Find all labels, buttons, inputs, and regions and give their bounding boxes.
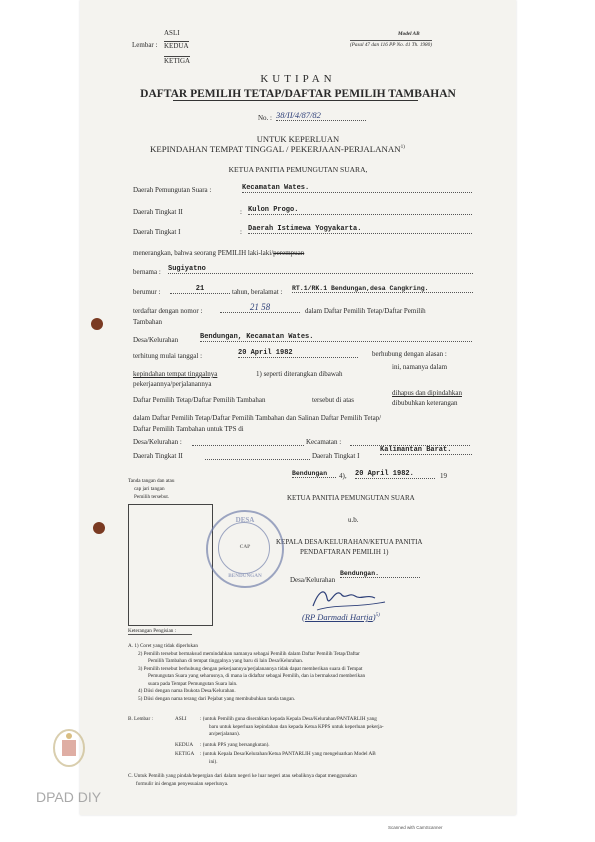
stamp-cap-text: CAP <box>239 544 251 550</box>
title-underline <box>173 100 418 101</box>
notes-b-asli-text: : (untuk Pemilih guna diserahkan kepada Kepala Desa/Kelurahan/PANTARLIH yang baru untuk keperluan kepindahan dan kepada Ketua KPPS untuk keperluan pekerja- an/perjalanan). <box>200 716 384 737</box>
ini-text: ini, namanya dalam <box>392 363 448 371</box>
daerah-pemungutan-value: Kecamatan Wates. <box>242 184 472 193</box>
binder-hole-upper <box>91 318 103 330</box>
signer-name: (RP Darmadi Hartja)$^{5)}$ <box>302 612 380 622</box>
notes-b-asli: ASLI <box>175 716 187 722</box>
desa-label: Desa/Kelurahan <box>133 336 179 344</box>
kutipan-title: KUTIPAN <box>260 73 336 85</box>
tingkat1-label: Daerah Tingkat I <box>133 228 181 236</box>
umur-value: 21 <box>170 285 230 294</box>
ketua-sign-label: KETUA PANITIA PEMUNGUTAN SUARA <box>287 494 415 502</box>
no-value: 38/II/4/87/82 <box>276 110 366 121</box>
dalam-daftar-text: dalam Daftar Pemilih Tetap/Daftar Pemilih <box>305 307 426 315</box>
document-page: ASLI Lembar : KEDUA KETIGA Model AB (Pasal 47 dan 116 PP No. 41 Th. 1980) KUTIPAN DAFTAR PEMILIH TETAP/DAFTAR PEMILIH TAMBAHAN No. : 38/II/4/87/82 UNTUK KEPERLUAN KEPINDAHAN TEMPAT TINGGAL / PEKERJAAN-PERJALANAN$^{1)}$ KETUA PANITIA PEMUNGUTAN SUARA, Daerah Pemungutan Suara : Kecamatan Wates. Daerah Tingkat II : Kulon Progo. Daerah Tingkat I : Daerah Istimewa Yogyakarta. menerangkan, bahwa seorang PEMILIH laki-laki/perempuan bernama : Sugiyatno berumur : 21 tahun, beralamat : RT.1/RK.1 Bendungan,desa Cangkring. terdaftar dengan nomor : 21 58 dalam Daftar Pemilih Tetap/Daftar Pemilih Tambahan Desa/Kelurahan Bendungan, Kecamatan Wates. terhitung mulai tanggal : 20 April 1982 berhubung dengan alasan : kepindahan tempat tinggalnya 1) seperti diterangkan dibawah ini, namanya dalam pekerjaannya/perjalanannya Daftar Pemilih Tetap/Daftar Pemilih Tambahan tersebut di atas dihapus dan dipindahkan dibubuhkan keterangan dalam Daftar Pemilih Tetap/Daftar Pemilih Tambahan dan Salinan Daftar Pemilih Tetap/ Daftar Pemilih Tambahan untuk TPS di Desa/Kelurahan : Kecamatan : Daerah Tingkat II Daerah Tingkat I Kalimantan Barat. Bendungan 4), 20 April 1982. 19 Tanda tangan dan atau cap jari tangan Pemilih tersebut. KETUA PANITIA PEMUNGUTAN SUARA u.b. KEPALA DESA/KELURAHAN/KETUA PANITIA PENDAFTARAN PEMILIH 1) Desa/Kelurahan Bendungan. DESA CAP BENDUNGAN (RP Darmadi Hartja)$^{5)}$ Keterangan Pengisian : A. 1) Coret yang tidak diperlukan 2) Pemilih tersebut bermaksud memindahkan namanya sebagai Pemilih dalam Daftar Pemilih Tetap/Daftar Pemilih Tambahan di tempat tinggalnya yang baru di lain Desa/Kelurahan. 3) Pemilih tersebut berhubung dengan pekerjaannya/perjalanannya tidak dapat memberikan suara di Tempat Pemungutan Suara yang seharusnya, di mana ia didaftar sebagai Pemilih, dan ia bermaksud memberikan suara pada Tempat Pemungutan Suara lain. 4) Diisi dengan nama Ibukota Desa/Kelurahan. 5) Diisi dengan nama terang dari Pejabat yang membubuhkan tanda tangan. B. Lembar : ASLI : (untuk Pemilih guna diserahkan kepada Kepala Desa/Kelurahan/PANTARLIH yang baru untuk keperluan kepindahan dan kepada Ketua KPPS untuk keperluan pekerja- an/perjalanan). KEDUA : (untuk PPS yang bersangkutan). KETIGA : (untuk Kepala Desa/Kelurahan/Ketua PANTARLIH yang mengeluarkan Model AB ini). C. Untuk Pemilih yang pindah/bepergian dari dalam negeri ke luar negeri atau sebaliknya dapat menggunakan formulir ini dengan penyesuaian seperlunya. <box>80 0 516 815</box>
tanggal-value: 20 April 1982 <box>238 349 358 358</box>
notes-b-kedua-text: : (untuk PPS yang bersangkutan). <box>200 742 270 748</box>
asli-label: ASLI <box>164 29 180 37</box>
document-title: DAFTAR PEMILIH TETAP/DAFTAR PEMILIH TAMBAHAN <box>140 88 456 100</box>
place-value: Bendungan <box>292 470 336 478</box>
dalam-daftar2-text: dalam Daftar Pemilih Tetap/Daftar Pemilih Tambahan dan Salinan Daftar Pemilih Tetap/ <box>133 414 382 422</box>
berumur-label: berumur : <box>133 288 161 296</box>
notes-c: C. Untuk Pemilih yang pindah/bepergian dari dalam negeri ke luar negeri atau sebaliknya dapat menggunakan formulir ini dengan penyesuaian seperlunya. <box>128 773 357 787</box>
tingkat1-value: Daerah Istimewa Yogyakarta. <box>248 225 472 234</box>
terhitung-label: terhitung mulai tanggal : <box>133 352 203 360</box>
no-label: No. : <box>258 114 272 122</box>
ketua-heading: KETUA PANITIA PEMUNGUTAN SUARA, <box>228 165 368 174</box>
pendaftaran-label: PENDAFTARAN PEMILIH 1) <box>300 548 389 556</box>
daftar-tambahan-tps: Daftar Pemilih Tambahan untuk TPS di <box>133 425 244 433</box>
notes-b-label: B. Lembar : <box>128 716 153 722</box>
desa2-label: Desa/Kelurahan : <box>133 438 182 446</box>
dibubuhkan-text: dibubuhkan keterangan <box>392 399 458 407</box>
watermark-emblem <box>50 726 88 770</box>
untuk-keperluan: UNTUK KEPERLUAN <box>256 134 340 144</box>
tingkat2-value: Kulon Progo. <box>248 206 472 215</box>
tingkat1b-value: Kalimantan Barat. <box>380 446 472 455</box>
berhubung-text: berhubung dengan alasan : <box>372 350 447 358</box>
alamat-value: RT.1/RK.1 Bendungan,desa Cangkring. <box>292 285 473 293</box>
tanda-tangan-label: Tanda tangan dan atau cap jari tangan Pemilih tersebut. <box>128 478 175 500</box>
date-value: 20 April 1982. <box>355 470 435 479</box>
watermark-text: DPAD DIY <box>36 789 102 805</box>
notes-b-kedua: KEDUA <box>175 742 194 748</box>
ketiga-label: KETIGA <box>164 57 191 65</box>
kedua-label: KEDUA <box>164 42 189 50</box>
sign-desa-value: Bendungan. <box>340 570 420 578</box>
footer-scanner-text: Scanned with CamScanner <box>388 825 443 830</box>
daftar-pemilih-text: Daftar Pemilih Tetap/Daftar Pemilih Tambahan <box>133 396 266 404</box>
seperti-text: 1) seperti diterangkan dibawah <box>256 370 343 378</box>
notes-b-ketiga-text: : (untuk Kepala Desa/Kelurahan/Ketua PANTARLIH yang mengeluarkan Model AB ini). <box>200 751 376 765</box>
bernama-label: bernama : <box>133 268 161 276</box>
kecamatan-label: Kecamatan : <box>306 438 342 446</box>
keperluan-text: KEPINDAHAN TEMPAT TINGGAL / PEKERJAAN-PERJALANAN$^{1)}$ <box>150 144 405 154</box>
dihapus-text: dihapus dan dipindahkan <box>392 389 462 397</box>
binder-hole-lower <box>93 522 105 534</box>
notes-a: A. 1) Coret yang tidak diperlukan 2) Pemilih tersebut bermaksud memindahkan namanya sebagai Pemilih dalam Daftar Pemilih Tetap/Daftar Pemilih Tambahan di tempat tinggalnya yang baru di lain Desa/Kelurahan. 3) Pemilih tersebut berhubung dengan pekerjaannya/perjalanannya tidak dapat memberikan suara di Tempat Pemungutan Suara yang seharusnya, di mana ia didaftar sebagai Pemilih, dan ia bermaksud memberikan suara pada Tempat Pemungutan Suara lain. 4) Diisi dengan nama Ibukota Desa/Kelurahan. 5) Diisi dengan nama terang dari Pejabat yang membubuhkan tanda tangan. <box>128 643 366 702</box>
kepindahan-text: kepindahan tempat tinggalnya <box>133 370 218 378</box>
kepala-label: KEPALA DESA/KELURAHAN/KETUA PANITIA <box>276 538 423 546</box>
nomor-value: 21 58 <box>220 302 300 313</box>
tahun-label: tahun, beralamat : <box>232 288 283 296</box>
tingkat1b-label: Daerah Tingkat I <box>312 452 360 460</box>
lembar-label: Lembar : <box>132 41 158 49</box>
tingkat2b-label: Daerah Tingkat II <box>133 452 183 460</box>
model-label: Model AB <box>398 31 420 37</box>
desa-value: Bendungan, Kecamatan Wates. <box>200 333 472 342</box>
thumbprint-box <box>128 504 213 626</box>
terdaftar-label: terdaftar dengan nomor : <box>133 307 203 315</box>
bernama-value: Sugiyatno <box>168 265 473 274</box>
pasal-label: (Pasal 47 dan 116 PP No. 41 Th. 1980) <box>350 42 432 48</box>
tingkat2-label: Daerah Tingkat II <box>133 208 183 216</box>
ub-label: u.b. <box>348 516 359 524</box>
tersebut-text: tersebut di atas <box>312 396 354 404</box>
daerah-pemungutan-label: Daerah Pemungutan Suara : <box>133 186 212 194</box>
sign-desa-label: Desa/Kelurahan <box>290 576 336 584</box>
menerangkan-text: menerangkan, bahwa seorang PEMILIH laki-laki/perempuan <box>133 249 305 257</box>
stamp-bottom-text: BENDUNGAN <box>228 573 262 579</box>
official-stamp <box>206 510 284 588</box>
stamp-top-text: DESA <box>235 516 255 524</box>
pekerjaan-text: pekerjaannya/perjalanannya <box>133 380 212 388</box>
year-prefix: 19 <box>440 472 447 480</box>
tambahan-text: Tambahan <box>133 318 163 326</box>
notes-b-ketiga: KETIGA <box>175 751 195 757</box>
notes-heading: Keterangan Pengisian : <box>128 628 192 635</box>
